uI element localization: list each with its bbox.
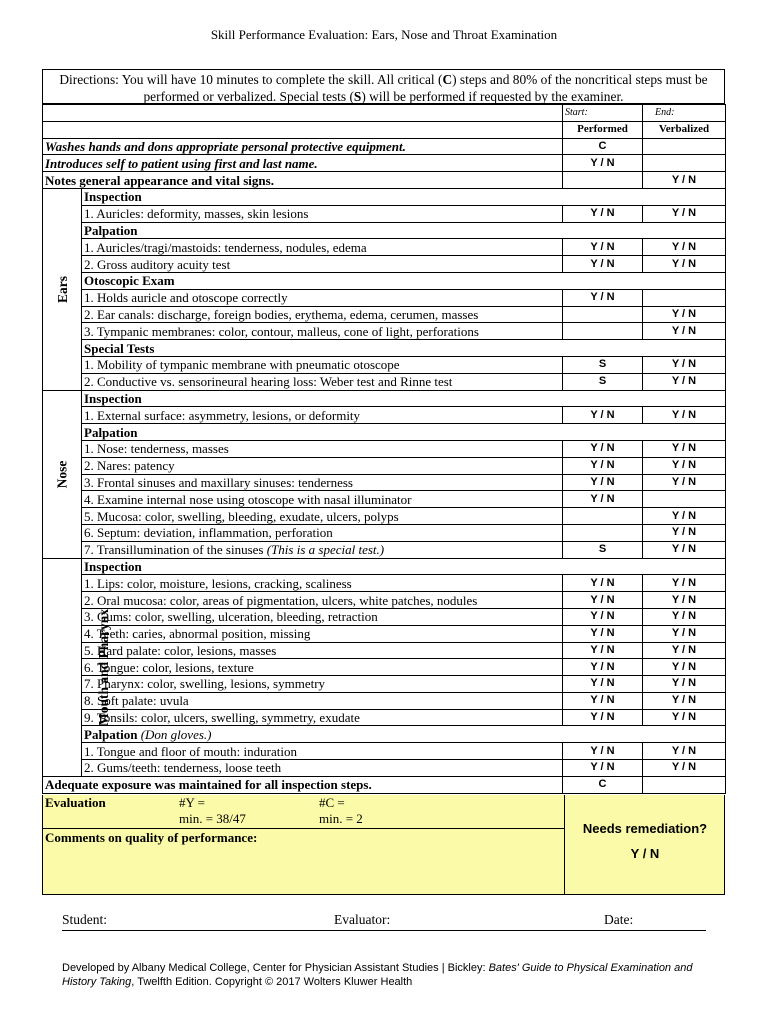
step-label: 8. Soft palate: uvula [82,692,563,709]
final-row [43,776,726,793]
subheading: Palpation [82,222,726,239]
step-row [43,608,726,625]
section-label [43,390,82,558]
checklist-table [42,104,726,794]
subheading-row [43,188,726,205]
date-label: Date: [604,912,634,927]
subheading-row [43,222,726,239]
step-label: 3. Frontal sinuses and maxillary sinuses: tenderness [82,474,563,491]
performed-cell: Y / N [563,659,643,676]
step-label: 9. Tonsils: color, ulcers, swelling, symmetry, exudate [82,709,563,726]
step-row [43,440,726,457]
step-row [43,373,726,390]
step-label: 2. Gums/teeth: tenderness, loose teeth [82,760,563,777]
verbalized-cell: Y / N [643,676,726,693]
directions: Directions: You will have 10 minutes to complete the skill. All critical (C) steps and 80% of the noncritical steps must be performed or verbalized. Special tests (S) will be performed if requested by the examiner. [42,69,725,104]
y-count: #Y = [179,795,205,810]
subheading: Otoscopic Exam [82,272,726,289]
step-label: 6. Septum: deviation, inflammation, perforation [82,524,563,541]
signature-line [62,930,706,931]
footer-credit: Developed by Albany Medical College, Center for Physician Assistant Studies | Bickley: Bates' Guide to Physical Examination and History Taking, Twelfth Edition. Copyright © 2017 Wolters Kluwer Health [62,962,693,988]
verbalized-cell [643,289,726,306]
performed-cell: C [563,776,643,793]
subheading: Inspection [82,390,726,407]
section-name: Ears [54,275,70,303]
step-row [43,541,726,558]
header-row-columns [43,121,726,138]
performed-cell: Y / N [563,289,643,306]
performed-cell: Y / N [563,692,643,709]
verbalized-cell: Y / N [643,760,726,777]
verbalized-cell: Y / N [643,592,726,609]
performed-cell: Y / N [563,457,643,474]
verbalized-cell: Y / N [643,356,726,373]
step-row [43,356,726,373]
step-row [43,256,726,273]
evaluation-box [42,795,725,895]
verbalized-header: Verbalized [643,121,726,138]
evaluator-label: Evaluator: [334,912,391,927]
step-row [43,474,726,491]
verbalized-cell: Y / N [643,172,726,189]
verbalized-cell: Y / N [643,625,726,642]
verbalized-cell: Y / N [643,440,726,457]
header-row-start [43,105,726,122]
performed-cell: C [563,138,643,155]
verbalized-cell: Y / N [643,323,726,340]
step-label: 5. Hard palate: color, lesions, masses [82,642,563,659]
verbalized-cell: Y / N [643,508,726,525]
verbalized-cell: Y / N [643,457,726,474]
step-label: 2. Nares: patency [82,457,563,474]
performed-cell [563,508,643,525]
step-label: 2. Ear canals: discharge, foreign bodies, erythema, edema, cerumen, masses [82,306,563,323]
page-title: Skill Performance Evaluation: Ears, Nose and Throat Examination [210,27,558,42]
step-row [43,709,726,726]
verbalized-cell: Y / N [643,743,726,760]
step-label: Adequate exposure was maintained for all inspection steps. [43,776,563,793]
verbalized-cell: Y / N [643,608,726,625]
verbalized-cell: Y / N [643,692,726,709]
step-label: 1. External surface: asymmetry, lesions, or deformity [82,407,563,424]
c-minimum: min. = 2 [319,811,363,826]
general-row [43,138,726,155]
step-row [43,457,726,474]
section-name: Mouth and Pharynx [96,608,112,726]
step-label: 3. Tympanic membranes: color, contour, malleus, cone of light, perforations [82,323,563,340]
step-label: 1. Tongue and floor of mouth: induration [82,743,563,760]
step-row [43,760,726,777]
verbalized-cell: Y / N [643,642,726,659]
performed-cell: Y / N [563,474,643,491]
step-label: 5. Mucosa: color, swelling, bleeding, exudate, ulcers, polyps [82,508,563,525]
performed-cell: Y / N [563,407,643,424]
step-label: Washes hands and dons appropriate personal protective equipment. [43,138,563,155]
performed-cell [563,524,643,541]
verbalized-cell [643,491,726,508]
step-label: 1. Lips: color, moisture, lesions, cracking, scaliness [82,575,563,592]
performed-cell: S [563,373,643,390]
performed-header: Performed [563,121,643,138]
verbalized-cell: Y / N [643,373,726,390]
y-minimum: min. = 38/47 [179,811,246,826]
step-row [43,239,726,256]
verbalized-cell: Y / N [643,474,726,491]
step-label: Notes general appearance and vital signs. [43,172,563,189]
performed-cell: S [563,541,643,558]
verbalized-cell: Y / N [643,659,726,676]
performed-cell: Y / N [563,205,643,222]
step-row [43,323,726,340]
step-label: 1. Auricles/tragi/mastoids: tenderness, nodules, edema [82,239,563,256]
verbalized-cell: Y / N [643,575,726,592]
step-row [43,575,726,592]
performed-cell: Y / N [563,760,643,777]
step-row [43,743,726,760]
step-label: 1. Nose: tenderness, masses [82,440,563,457]
evaluation-label: Evaluation [45,795,106,810]
subheading-row [43,272,726,289]
verbalized-cell: Y / N [643,239,726,256]
general-row [43,172,726,189]
step-label: Introduces self to patient using first and last name. [43,155,563,172]
step-row [43,407,726,424]
performed-cell: S [563,356,643,373]
step-label: 6. Tongue: color, lesions, texture [82,659,563,676]
step-label: 1. Mobility of tympanic membrane with pneumatic otoscope [82,356,563,373]
verbalized-cell: Y / N [643,205,726,222]
performed-cell: Y / N [563,608,643,625]
step-label: 7. Transillumination of the sinuses (This is a special test.) [82,541,563,558]
student-label: Student: [62,912,108,927]
subheading: Special Tests [82,340,726,357]
needs-remediation-label: Needs remediation? [582,821,708,836]
step-label: 7. Pharynx: color, swelling, lesions, symmetry [82,676,563,693]
verbalized-cell: Y / N [643,407,726,424]
step-row [43,625,726,642]
subheading: Palpation [82,424,726,441]
performed-cell: Y / N [563,625,643,642]
step-label: 2. Conductive vs. sensorineural hearing loss: Weber test and Rinne test [82,373,563,390]
subheading-row [43,726,726,743]
step-row [43,524,726,541]
performed-cell: Y / N [563,239,643,256]
verbalized-cell [643,776,726,793]
section-name: Nose [54,460,70,488]
section-label [43,188,82,390]
performed-cell: Y / N [563,592,643,609]
step-row [43,306,726,323]
subheading-row [43,424,726,441]
step-row [43,289,726,306]
step-row [43,491,726,508]
step-row [43,676,726,693]
performed-cell: Y / N [563,155,643,172]
performed-cell: Y / N [563,575,643,592]
performed-cell: Y / N [563,491,643,508]
verbalized-cell: Y / N [643,524,726,541]
performed-cell: Y / N [563,709,643,726]
step-label: 1. Holds auricle and otoscope correctly [82,289,563,306]
subheading: Palpation (Don gloves.) [82,726,726,743]
step-label: 2. Gross auditory acuity test [82,256,563,273]
performed-cell: Y / N [563,440,643,457]
comments-label: Comments on quality of performance: [45,830,258,845]
performed-cell: Y / N [563,676,643,693]
verbalized-cell: Y / N [643,256,726,273]
performed-cell: Y / N [563,743,643,760]
verbalized-cell: Y / N [643,541,726,558]
step-label: 4. Teeth: caries, abnormal position, missing [82,625,563,642]
step-label: 2. Oral mucosa: color, areas of pigmentation, ulcers, white patches, nodules [82,592,563,609]
subheading-row [43,340,726,357]
performed-cell: Y / N [563,256,643,273]
section-label [43,558,112,776]
remediation-value: Y / N [630,846,660,861]
step-label: 4. Examine internal nose using otoscope with nasal illuminator [82,491,563,508]
end-label: End: [643,105,726,122]
verbalized-cell [643,155,726,172]
step-row [43,205,726,222]
subheading: Inspection [82,188,726,205]
performed-cell [563,172,643,189]
step-label: 3. Gums: color, swelling, ulceration, bleeding, retraction [82,608,563,625]
c-count: #C = [319,795,345,810]
step-row [43,592,726,609]
verbalized-cell: Y / N [643,709,726,726]
start-label: Start: [563,105,643,122]
subheading-row [43,558,726,575]
verbalized-cell [643,138,726,155]
step-label: 1. Auricles: deformity, masses, skin lesions [82,205,563,222]
step-row [43,659,726,676]
performed-cell [563,306,643,323]
step-row [43,642,726,659]
verbalized-cell: Y / N [643,306,726,323]
subheading-row [43,390,726,407]
step-row [43,692,726,709]
general-row [43,155,726,172]
performed-cell [563,323,643,340]
subheading: Inspection [82,558,726,575]
step-row [43,508,726,525]
performed-cell: Y / N [563,642,643,659]
